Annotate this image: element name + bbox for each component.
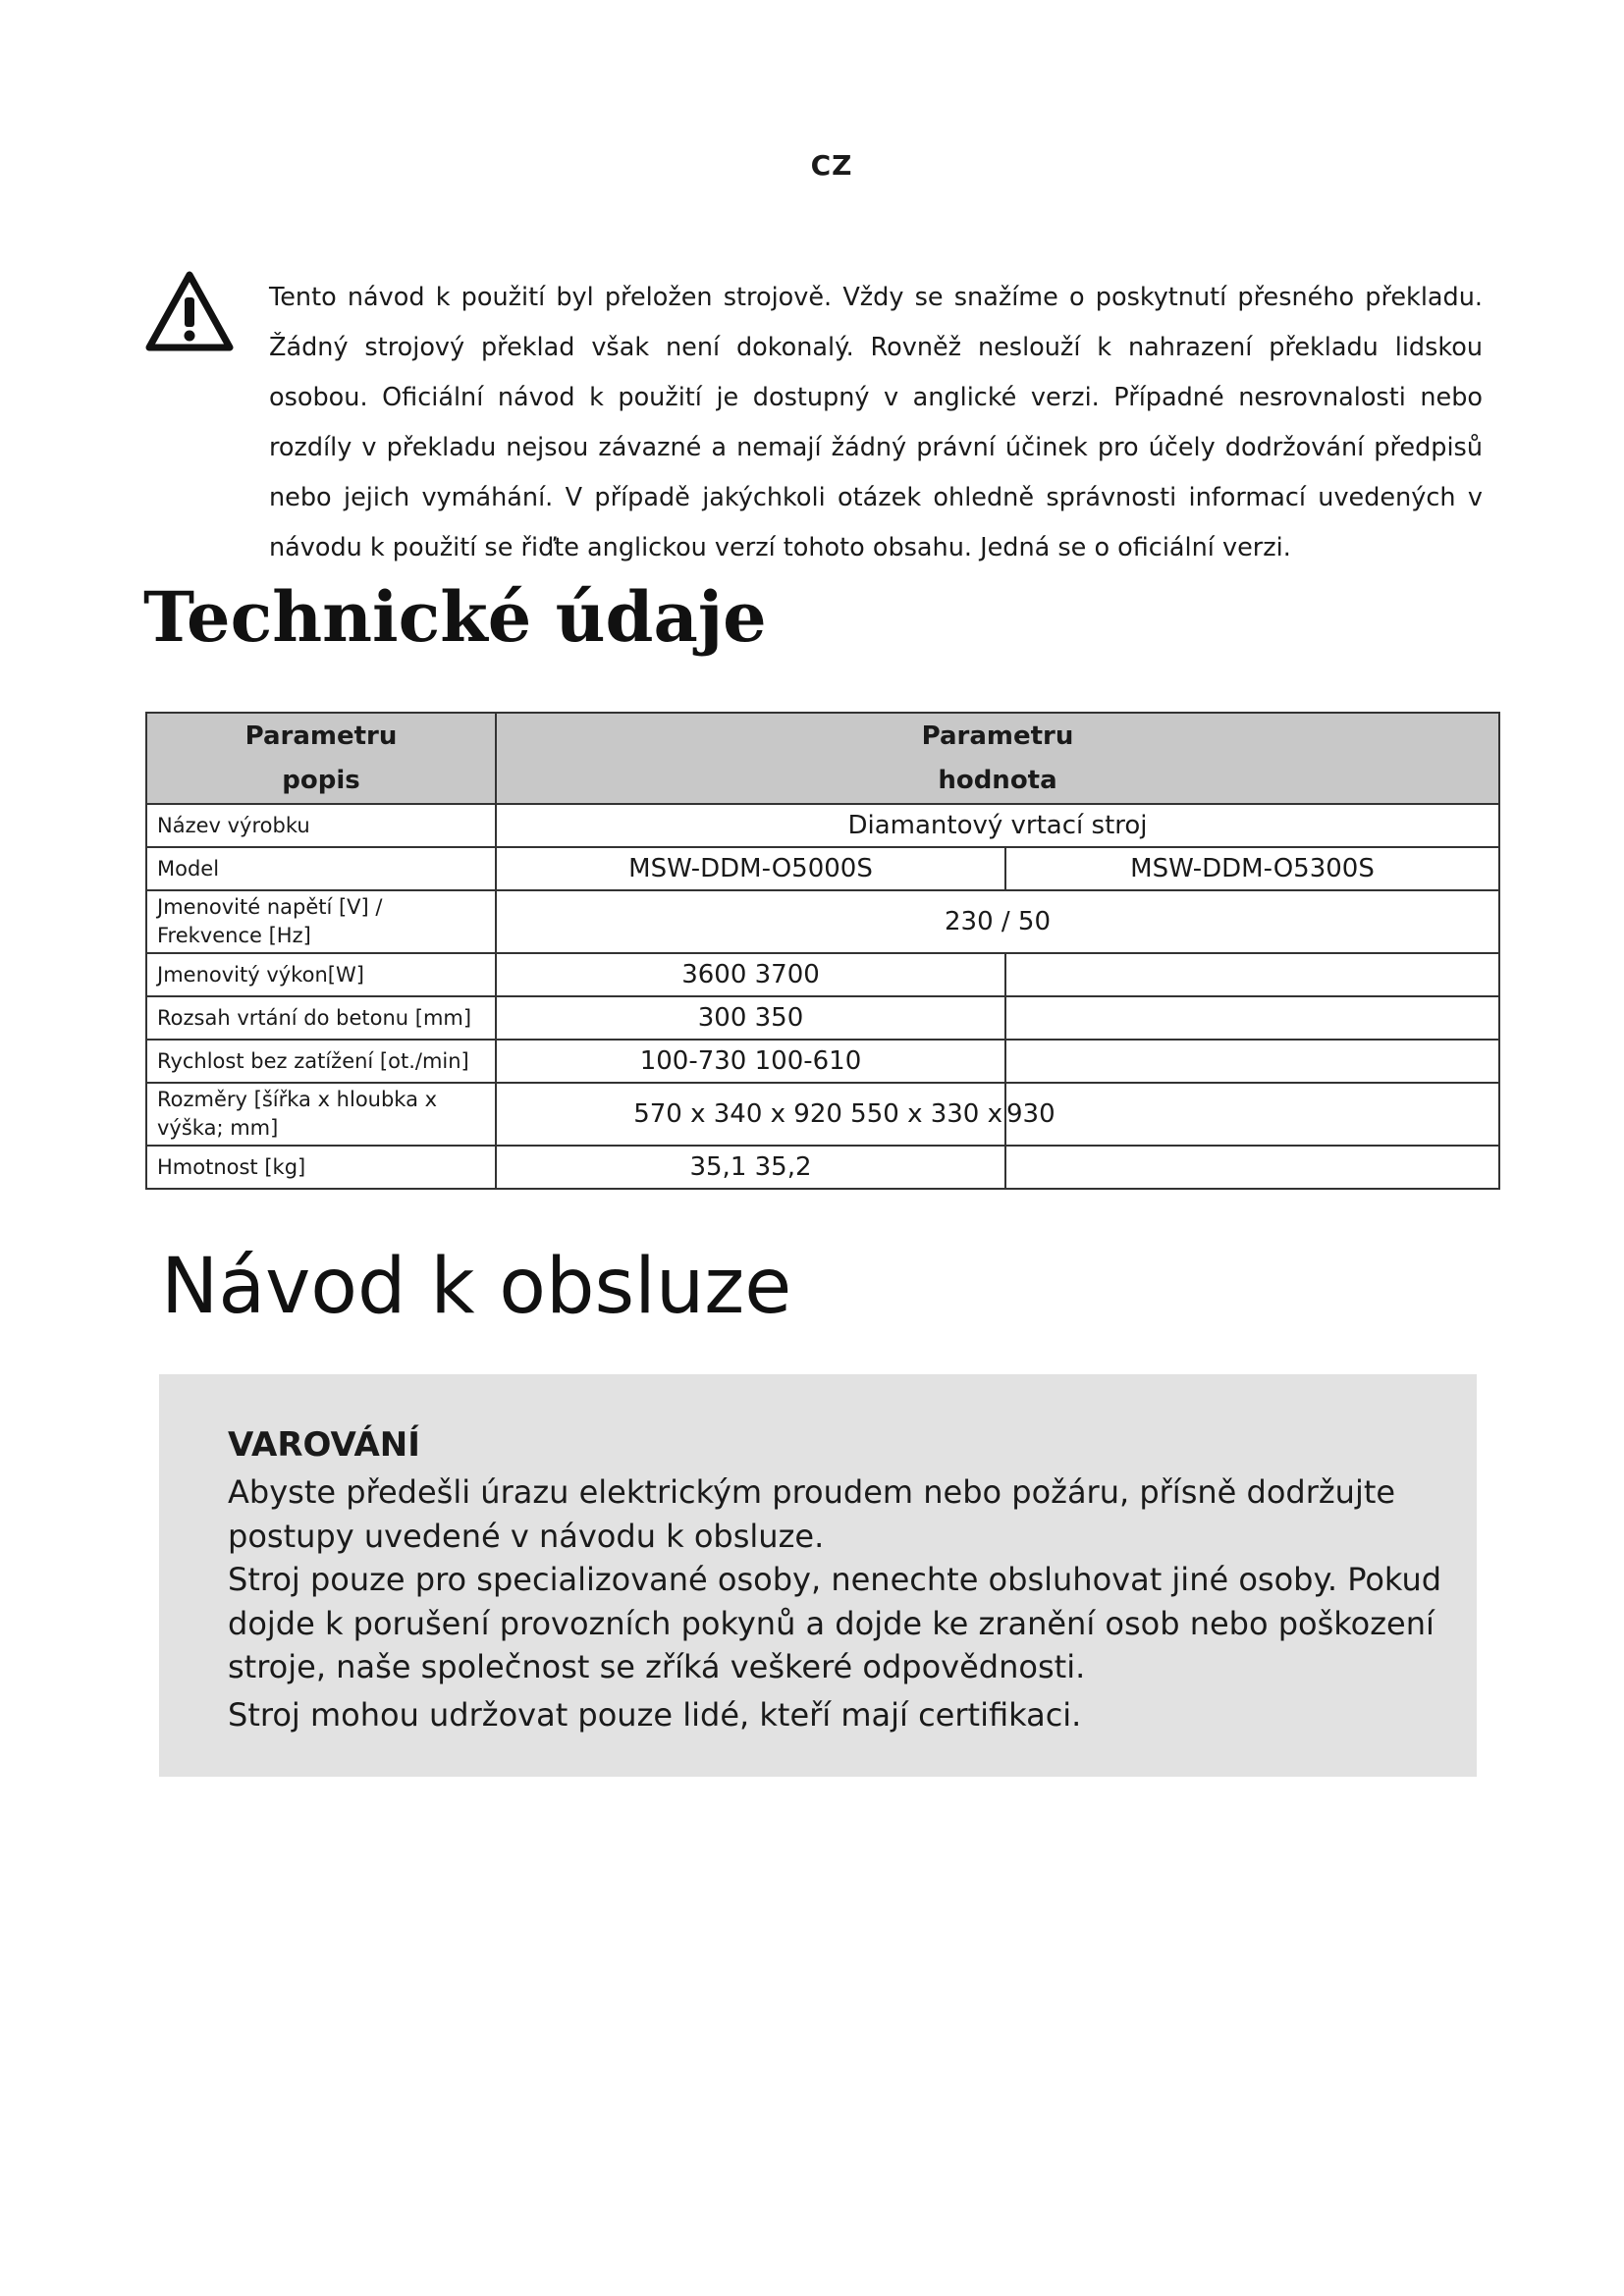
row-value-weight: 35,1 35,2	[496, 1146, 1005, 1189]
row-value-drilling-range: 300 350	[496, 996, 1005, 1040]
voltage-label-line2: Frekvence [Hz]	[157, 924, 311, 947]
table-row	[146, 996, 1499, 1040]
table-row	[146, 804, 1499, 847]
row-label-product-name: Název výrobku	[146, 804, 496, 847]
warning-title: VAROVÁNÍ	[228, 1425, 420, 1465]
header-value-line2: hodnota	[938, 765, 1057, 795]
row-value-drilling-range-empty	[1005, 996, 1499, 1040]
table-header-row	[146, 713, 1499, 804]
dimensions-label-line2: výška; mm]	[157, 1116, 279, 1140]
dimensions-label-line1: Rozměry [šířka x hloubka x	[157, 1088, 438, 1111]
operation-manual-heading: Návod k obsluze	[161, 1243, 792, 1331]
table-row	[146, 1083, 1499, 1146]
row-value-dimensions-b: 930	[1005, 1083, 1499, 1146]
technical-data-heading: Technické údaje	[143, 576, 767, 658]
translation-disclaimer	[269, 273, 1483, 573]
table-row	[146, 953, 1499, 996]
row-value-model-a: MSW-DDM-O5000S	[496, 847, 1005, 890]
row-value-model-b: MSW-DDM-O5300S	[1005, 847, 1499, 890]
row-value-product-name: Diamantový vrtací stroj	[496, 804, 1499, 847]
header-param-line2: popis	[282, 765, 360, 795]
language-code: CZ	[810, 149, 853, 182]
header-parameter-description	[146, 713, 496, 804]
warning-body	[228, 1470, 1445, 1736]
table-row	[146, 847, 1499, 890]
header-param-line1: Parametru	[244, 721, 398, 751]
row-value-weight-empty	[1005, 1146, 1499, 1189]
technical-data-table	[145, 712, 1500, 1190]
warning-paragraph-2: Stroj pouze pro specializované osoby, nenechte obsluhovat jiné osoby. Pokud dojde k porušení provozních pokynů a dojde ke zranění osob nebo poškození stroje, naše společnost se zříká veškeré odpovědnosti.	[228, 1561, 1442, 1685]
header-value-line1: Parametru	[921, 721, 1074, 751]
row-value-speed-empty	[1005, 1040, 1499, 1083]
row-value-power-empty	[1005, 953, 1499, 996]
row-label-speed: Rychlost bez zatížení [ot./min]	[146, 1040, 496, 1083]
warning-paragraph-1: Abyste předešli úrazu elektrickým proudem nebo požáru, přísně dodržujte postupy uvedené v návodu k obsluze.	[228, 1473, 1396, 1555]
warning-box	[159, 1374, 1477, 1777]
row-label-dimensions	[146, 1083, 496, 1146]
header-parameter-value	[496, 713, 1499, 804]
row-label-model: Model	[146, 847, 496, 890]
table-row	[146, 890, 1499, 953]
row-label-power: Jmenovitý výkon[W]	[146, 953, 496, 996]
table-row	[146, 1040, 1499, 1083]
row-value-voltage: 230 / 50	[496, 890, 1499, 953]
table-row	[146, 1146, 1499, 1189]
row-label-weight: Hmotnost [kg]	[146, 1146, 496, 1189]
disclaimer-text: Tento návod k použití byl přeložen strojově. Vždy se snažíme o poskytnutí přesného překladu. Žádný strojový překlad však není dokonalý. Rovněž neslouží k nahrazení překladu lidskou osobou. Oficiální návod k použití je dostupný v anglické verzi. Případné nesrovnalosti nebo rozdíly v překladu nejsou závazné a nemají žádný právní účinek pro účely dodržování předpisů nebo jejich vymáhání. V případě jakýchkoli otázek ohledně správnosti informací uvedených v návodu k použití se řiďte anglickou verzí tohoto obsahu. Jedná se o oficiální verzi.	[269, 283, 1483, 562]
warning-triangle-icon	[145, 271, 234, 351]
row-value-speed: 100-730 100-610	[496, 1040, 1005, 1083]
row-label-drilling-range: Rozsah vrtání do betonu [mm]	[146, 996, 496, 1040]
warning-paragraph-3: Stroj mohou udržovat pouze lidé, kteří mají certifikaci.	[228, 1695, 1082, 1734]
row-value-power: 3600 3700	[496, 953, 1005, 996]
row-value-dimensions-a: 570 x 340 x 920 550 x 330 x	[496, 1083, 1005, 1146]
voltage-label-line1: Jmenovité napětí [V] /	[157, 895, 383, 919]
row-label-voltage	[146, 890, 496, 953]
